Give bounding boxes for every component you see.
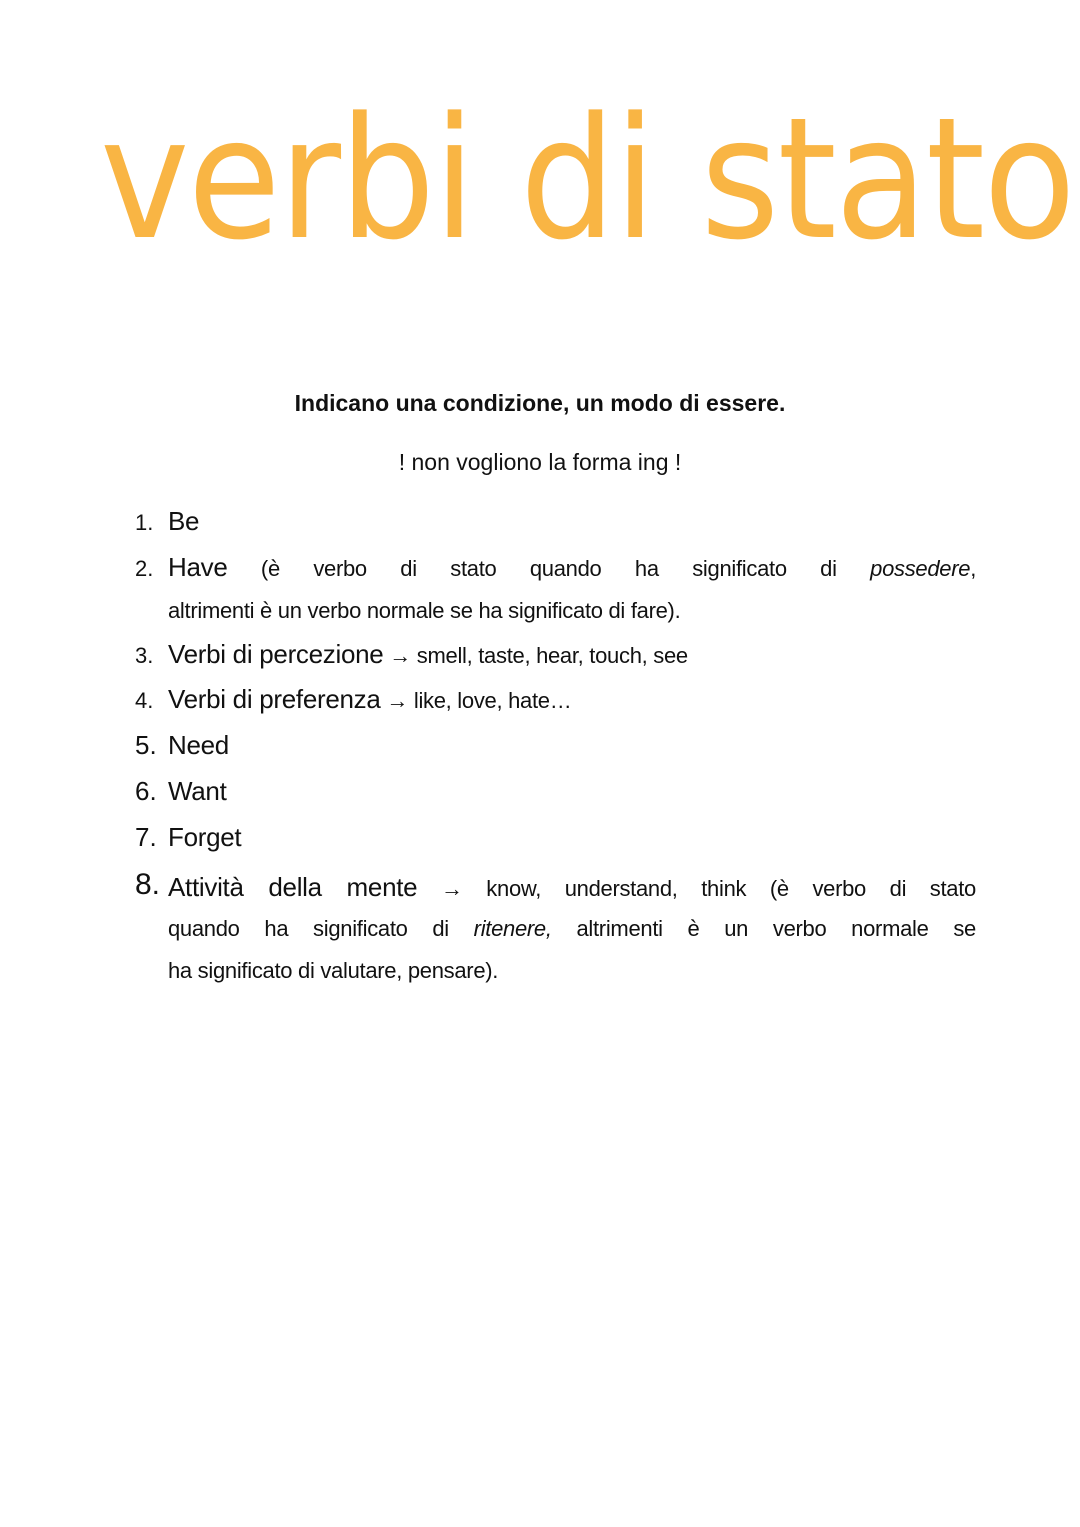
list-item — [168, 506, 976, 537]
item-main: Forget — [168, 822, 242, 852]
item-italic: ritenere, — [473, 916, 552, 941]
item-main: Attività della mente — [168, 872, 418, 902]
item-number: 6. — [135, 776, 157, 806]
list-item-continuation — [168, 916, 976, 942]
item-main: Be — [168, 506, 200, 536]
item-italic: possedere — [870, 556, 971, 581]
item-number: 3. — [135, 643, 154, 668]
item-text: like, love, hate… — [408, 688, 572, 713]
arrow-icon: → — [386, 688, 409, 713]
item-number: 4. — [135, 688, 154, 713]
item-number: 7. — [135, 822, 157, 852]
item-main: Want — [168, 776, 227, 806]
list-item-continuation: ha significato di valutare, pensare). — [168, 958, 499, 983]
item-text: smell, taste, hear, touch, see — [410, 643, 688, 668]
item-text: quando ha significato di — [168, 916, 474, 941]
item-text: , — [970, 556, 976, 581]
list-item — [168, 872, 976, 903]
item-main: Verbi di percezione — [168, 639, 384, 669]
item-main: Need — [168, 730, 229, 760]
subtitle: Indicano una condizione, un modo di essere. — [294, 390, 786, 416]
item-text: know, understand, think (è verbo di stato — [462, 876, 976, 901]
item-text: (è verbo di stato quando ha significato di — [227, 556, 871, 581]
arrow-icon: → — [440, 876, 463, 901]
list-item-continuation: altrimenti è un verbo normale se ha significato di fare). — [168, 598, 681, 623]
page-title: verbi di stato — [100, 81, 1075, 277]
item-text: altrimenti è un verbo normale se — [551, 916, 976, 941]
arrow-icon: → — [389, 643, 411, 668]
list-item — [168, 822, 976, 853]
list-item — [168, 776, 976, 807]
list-item — [168, 684, 976, 715]
list-item — [168, 730, 976, 761]
note: ! non vogliono la forma ing ! — [398, 449, 682, 475]
list-item — [168, 552, 976, 583]
item-number: 2. — [135, 556, 154, 581]
item-number: 5. — [135, 730, 157, 760]
item-number: 8. — [135, 868, 161, 901]
item-main: Have — [168, 552, 228, 582]
item-main: Verbi di preferenza — [168, 684, 381, 714]
item-number: 1. — [135, 510, 154, 535]
list-item — [168, 639, 976, 670]
